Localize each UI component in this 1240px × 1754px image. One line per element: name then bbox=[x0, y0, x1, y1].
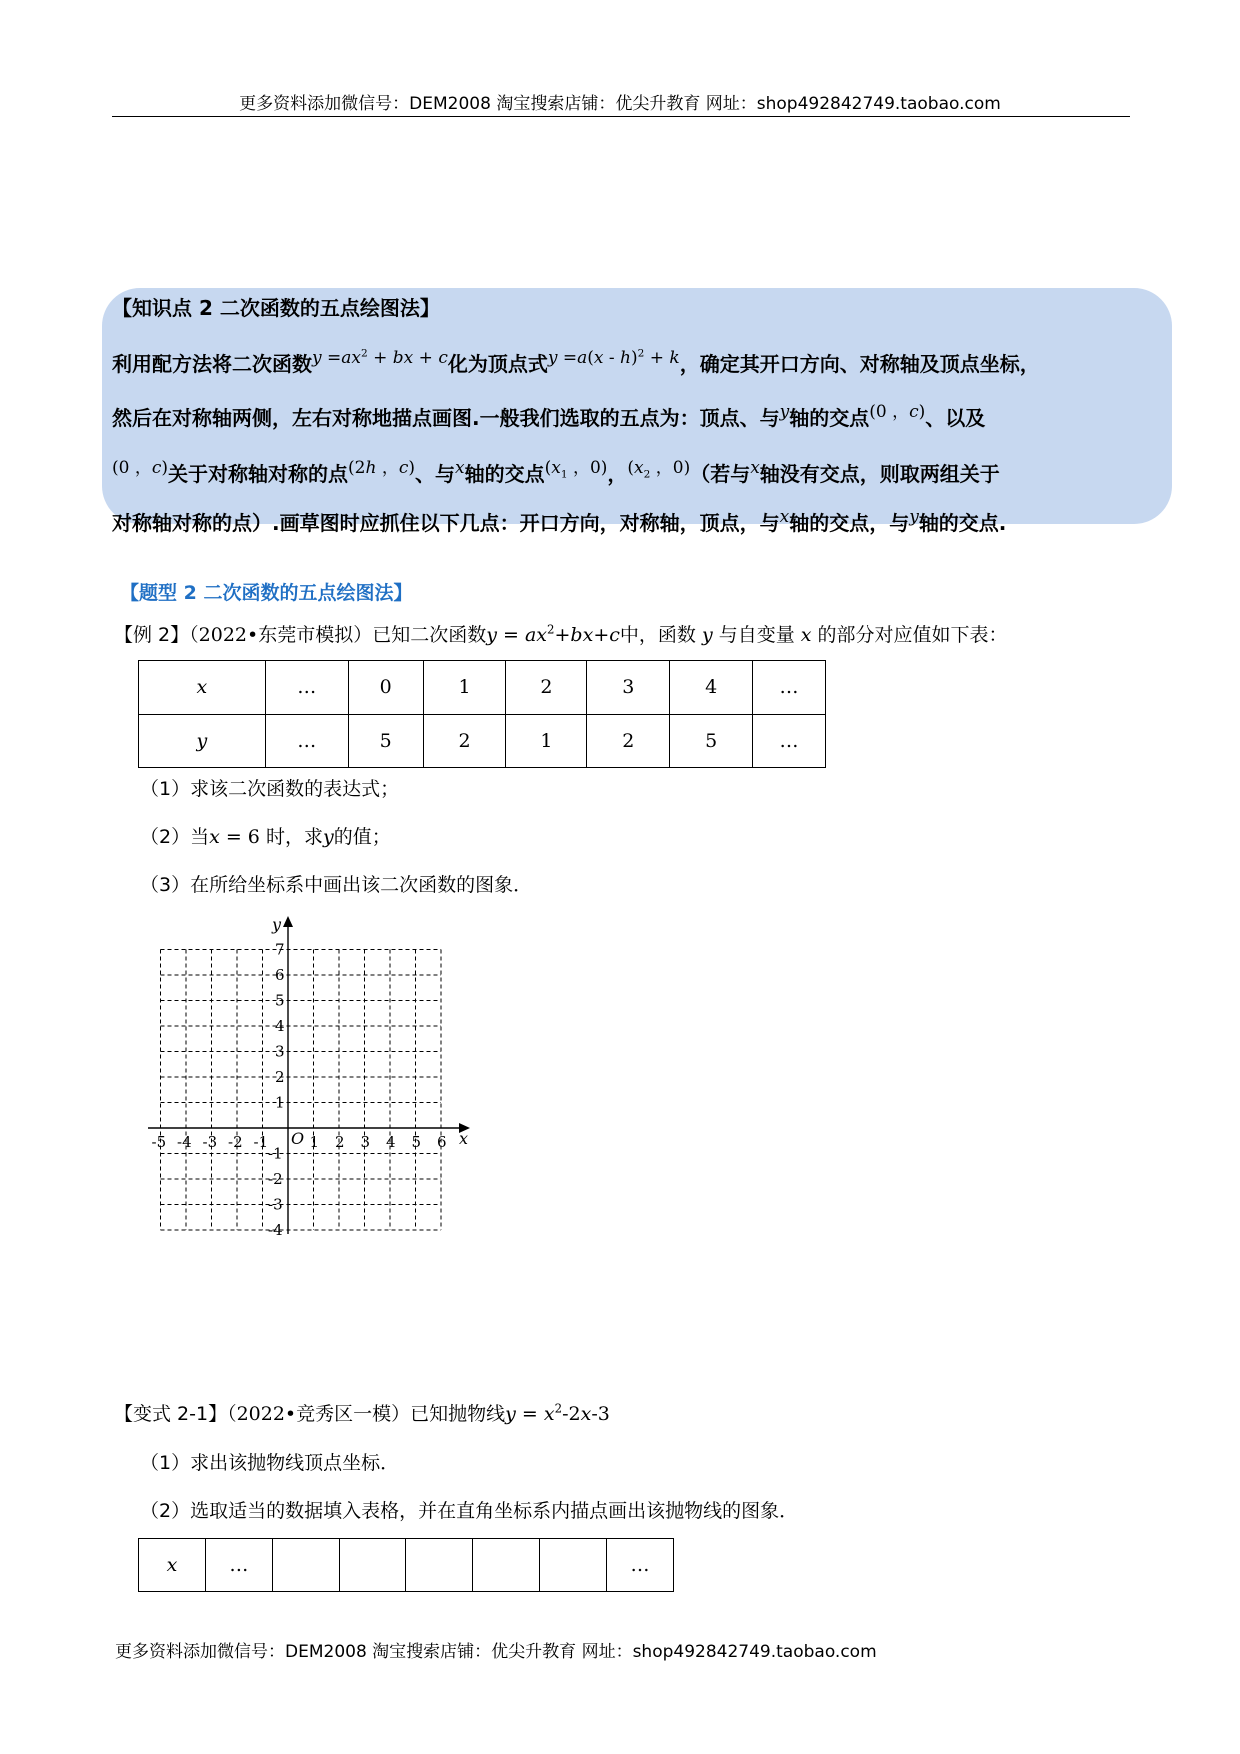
y-tick-label: -4 bbox=[268, 1221, 283, 1239]
y-tick-label: 5 bbox=[275, 991, 285, 1010]
x-tick-label: -3 bbox=[202, 1133, 218, 1151]
y-axis-arrow bbox=[283, 916, 293, 927]
table-cell: 3 bbox=[587, 661, 670, 715]
origin-label: O bbox=[291, 1129, 305, 1148]
question-1: （1）求该二次函数的表达式； bbox=[140, 778, 400, 800]
x-tick-label: 3 bbox=[360, 1133, 371, 1151]
table-cell: 5 bbox=[348, 714, 423, 768]
y-tick-label: -3 bbox=[268, 1195, 283, 1214]
point-x2-0: (x2 ，0) bbox=[627, 458, 691, 481]
knowledge-point-line-2: 然后在对称轴两侧，左右对称地描点画图.一般我们选取的五点为：顶点、与$^y$轴的交点$^{(0 ,c)}$、以及 bbox=[112, 402, 986, 430]
section-title: 【题型 2 二次函数的五点绘图法】 bbox=[120, 582, 413, 604]
header-divider bbox=[112, 116, 1130, 117]
table-cell: … bbox=[607, 1539, 674, 1592]
y-axis-label: y bbox=[272, 915, 282, 934]
x-tick-label: -4 bbox=[177, 1133, 192, 1151]
knowledge-point-line-1: 利用配方法将二次函数$^{y =ax^2 + bx + c}$化为顶点式$^{y =a(x - h)^2 + k}$，确定其开口方向、对称轴及顶点坐标， bbox=[112, 347, 1040, 376]
formula-general: y =ax2 + bx + c bbox=[312, 347, 448, 368]
table-cell: y bbox=[139, 714, 266, 768]
table-cell: … bbox=[265, 714, 348, 768]
x-tick-label: 6 bbox=[437, 1133, 447, 1151]
table-cell: 1 bbox=[423, 661, 506, 715]
knowledge-point-line-4: 对称轴对称的点）.画草图时应抓住以下几点：开口方向，对称轴，顶点，与$^x$轴的交点，与$^y$轴的交点. bbox=[112, 507, 1007, 535]
x-tick-label: 1 bbox=[309, 1133, 320, 1151]
y-tick-label: 2 bbox=[275, 1068, 285, 1086]
table-cell bbox=[339, 1539, 406, 1592]
table-cell: x bbox=[139, 661, 266, 715]
table-cell: 2 bbox=[423, 714, 506, 768]
table-cell: … bbox=[265, 661, 348, 715]
table-cell: 4 bbox=[670, 661, 753, 715]
formula-vertex: y =a(x - h)2 + k bbox=[547, 347, 680, 368]
y-tick-label: -2 bbox=[268, 1170, 283, 1188]
variant-table bbox=[138, 1538, 674, 1592]
table-cell: 2 bbox=[587, 714, 670, 768]
table-cell: 2 bbox=[506, 661, 587, 715]
knowledge-point-line-3: $^{(0 ,c)}$关于对称轴对称的点$^{(2h ,c)}$、与$^x$轴的交点$^{(x_1 ,0)}$，$^{(x_2 ,0)}$（若与$^x$轴没有交点，则取两组关于 bbox=[112, 458, 1000, 486]
variant-statement: 【变式 2-1】（2022•竞秀区一模）已知抛物线$y = x^2-2x-3$ bbox=[114, 1401, 610, 1425]
table-cell: 1 bbox=[506, 714, 587, 768]
x-tick-label: -2 bbox=[228, 1133, 243, 1151]
table-cell: 5 bbox=[670, 714, 753, 768]
question-3: （3）在所给坐标系中画出该二次函数的图象． bbox=[140, 874, 533, 896]
point-0-c: (0 ，c) bbox=[869, 402, 926, 422]
question-2: （2）当x = 6 时，求y的值； bbox=[140, 826, 391, 848]
x-tick-label: 5 bbox=[411, 1133, 422, 1151]
table-cell: … bbox=[753, 714, 826, 768]
table-row bbox=[139, 1539, 674, 1592]
table-cell bbox=[540, 1539, 607, 1592]
grid-lines bbox=[161, 950, 442, 1231]
table-cell bbox=[406, 1539, 473, 1592]
y-tick-label: 6 bbox=[275, 966, 285, 984]
point-0-c-2: (0 ，c) bbox=[112, 458, 169, 478]
table-cell: x bbox=[139, 1539, 206, 1592]
y-tick-label: 4 bbox=[275, 1017, 285, 1035]
value-table bbox=[138, 660, 826, 768]
y-tick-label: 1 bbox=[275, 1093, 285, 1112]
table-row bbox=[139, 714, 826, 768]
y-tick-label: 7 bbox=[275, 940, 285, 959]
point-2h-c: (2h ，c) bbox=[348, 458, 416, 478]
x-axis-label: x bbox=[459, 1129, 469, 1148]
axes bbox=[148, 916, 470, 1234]
variant-question-2: （2）选取适当的数据填入表格，并在直角坐标系内描点画出该抛物线的图象． bbox=[140, 1500, 799, 1522]
y-tick-label: -1 bbox=[268, 1144, 283, 1163]
coordinate-grid bbox=[144, 912, 474, 1242]
page-footer: 更多资料添加微信号：DEM2008 淘宝搜索店铺：优尖升教育 网址：shop492842749.taobao.com bbox=[115, 1642, 877, 1662]
knowledge-point-title: 【知识点 2 二次函数的五点绘图法】 bbox=[112, 296, 440, 320]
x-tick-label: -5 bbox=[151, 1133, 167, 1151]
table-cell: … bbox=[753, 661, 826, 715]
example-2-statement: 【例 2】（2022•东莞市模拟）已知二次函数$y = ax^2+bx+c$中，函数 y 与自变量 x 的部分对应值如下表： bbox=[114, 622, 1008, 646]
table-cell bbox=[272, 1539, 339, 1592]
x-tick-label: -1 bbox=[253, 1133, 269, 1151]
x-tick-label: 4 bbox=[386, 1133, 396, 1151]
tick-labels bbox=[152, 941, 447, 1240]
table-cell: … bbox=[205, 1539, 272, 1592]
table-cell: 0 bbox=[348, 661, 423, 715]
table-cell bbox=[473, 1539, 540, 1592]
example-2-formula: $y = ax^2+bx+c$ bbox=[486, 622, 620, 646]
variant-question-1: （1）求出该抛物线顶点坐标． bbox=[140, 1452, 400, 1474]
table-row bbox=[139, 661, 826, 715]
point-x1-0: (x1 ，0) bbox=[544, 458, 608, 481]
variant-formula: $y = x^2-2x-3$ bbox=[505, 1401, 610, 1425]
x-tick-label: 2 bbox=[335, 1133, 345, 1151]
y-tick-label: 3 bbox=[275, 1042, 285, 1061]
page-header: 更多资料添加微信号：DEM2008 淘宝搜索店铺：优尖升教育 网址：shop492842749.taobao.com bbox=[239, 94, 1001, 114]
